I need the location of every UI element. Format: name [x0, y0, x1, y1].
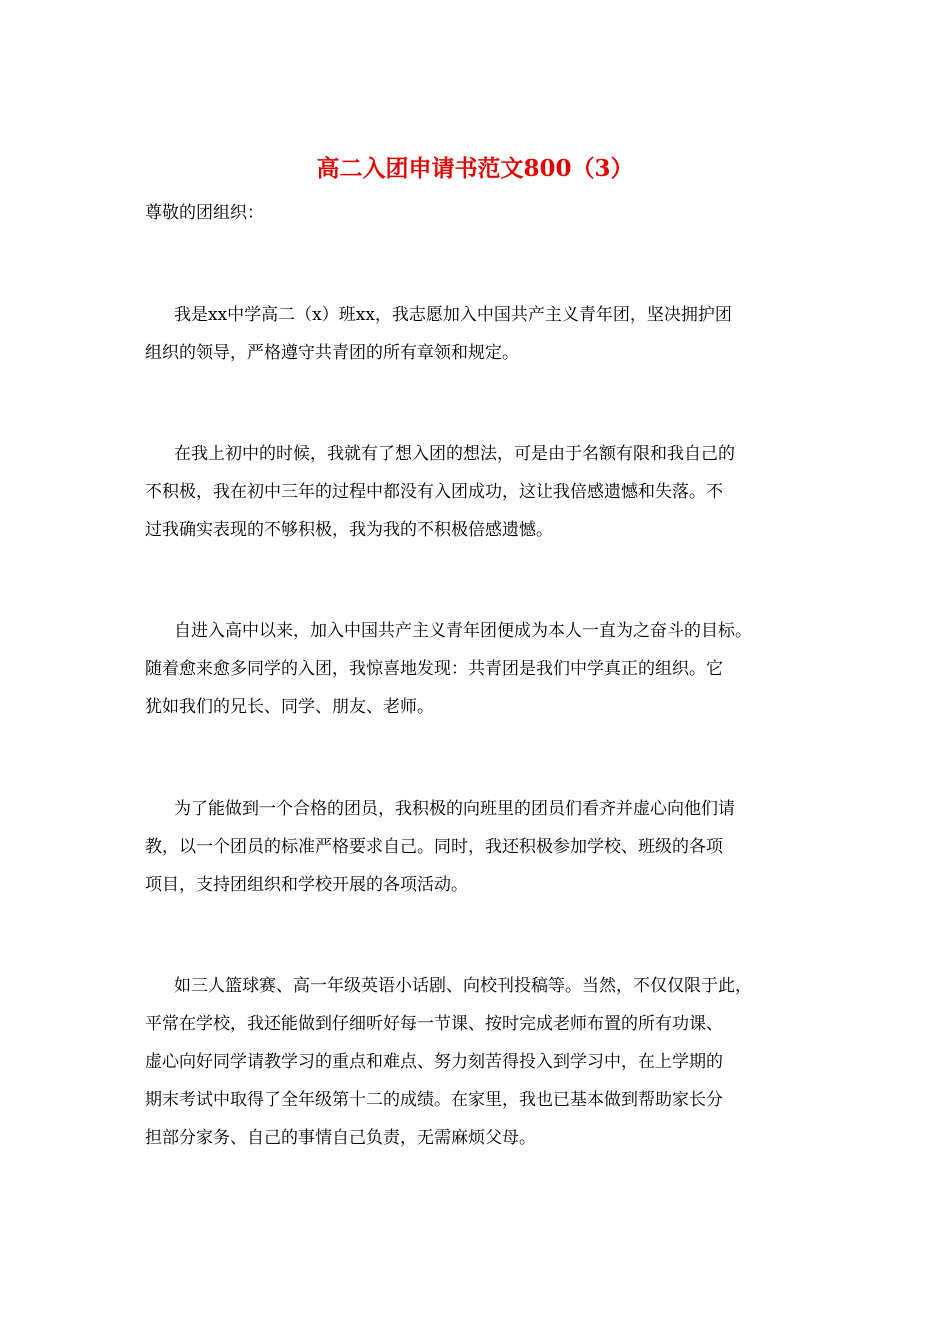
paragraph-line: 我是xx中学高二（x）班xx，我志愿加入中国共产主义青年团，坚决拥护团	[174, 305, 732, 325]
paragraph-line: 随着愈来愈多同学的入团，我惊喜地发现：共青团是我们中学真正的组织。它	[145, 659, 723, 679]
paragraph-4	[145, 790, 825, 904]
paragraph-line: 如三人篮球赛、高一年级英语小话剧、向校刊投稿等。当然，不仅仅限于此，	[174, 976, 752, 996]
paragraph-line: 过我确实表现的不够积极，我为我的不积极倍感遗憾。	[145, 520, 553, 540]
paragraph-line: 虚心向好同学请教学习的重点和难点、努力刻苦得投入到学习中，在上学期的	[145, 1052, 723, 1072]
paragraph-2	[145, 435, 825, 549]
salutation: 尊敬的团组织：	[145, 203, 264, 223]
paragraph-line: 项目，支持团组织和学校开展的各项活动。	[145, 875, 468, 895]
paragraph-1	[145, 296, 825, 372]
paragraph-line: 组织的领导，严格遵守共青团的所有章领和规定。	[145, 343, 519, 363]
document-title: 高二入团申请书范文800（3）	[316, 155, 634, 182]
paragraph-line: 在我上初中的时候，我就有了想入团的想法，可是由于名额有限和我自己的	[174, 444, 735, 464]
paragraph-line: 自进入高中以来，加入中国共产主义青年团便成为本人一直为之奋斗的目标。	[174, 621, 752, 641]
paragraph-line: 平常在学校，我还能做到仔细听好每一节课、按时完成老师布置的所有功课、	[145, 1014, 723, 1034]
paragraph-3	[145, 612, 825, 726]
paragraph-line: 担部分家务、自己的事情自己负责，无需麻烦父母。	[145, 1128, 536, 1148]
paragraph-line: 不积极，我在初中三年的过程中都没有入团成功，这让我倍感遗憾和失落。不	[145, 482, 723, 502]
paragraph-5	[145, 967, 825, 1157]
paragraph-line: 期末考试中取得了全年级第十二的成绩。在家里，我也已基本做到帮助家长分	[145, 1090, 723, 1110]
paragraph-line: 教，以一个团员的标准严格要求自己。同时，我还积极参加学校、班级的各项	[145, 837, 723, 857]
paragraph-line: 为了能做到一个合格的团员，我积极的向班里的团员们看齐并虚心向他们请	[174, 799, 735, 819]
paragraph-line: 犹如我们的兄长、同学、朋友、老师。	[145, 697, 434, 717]
